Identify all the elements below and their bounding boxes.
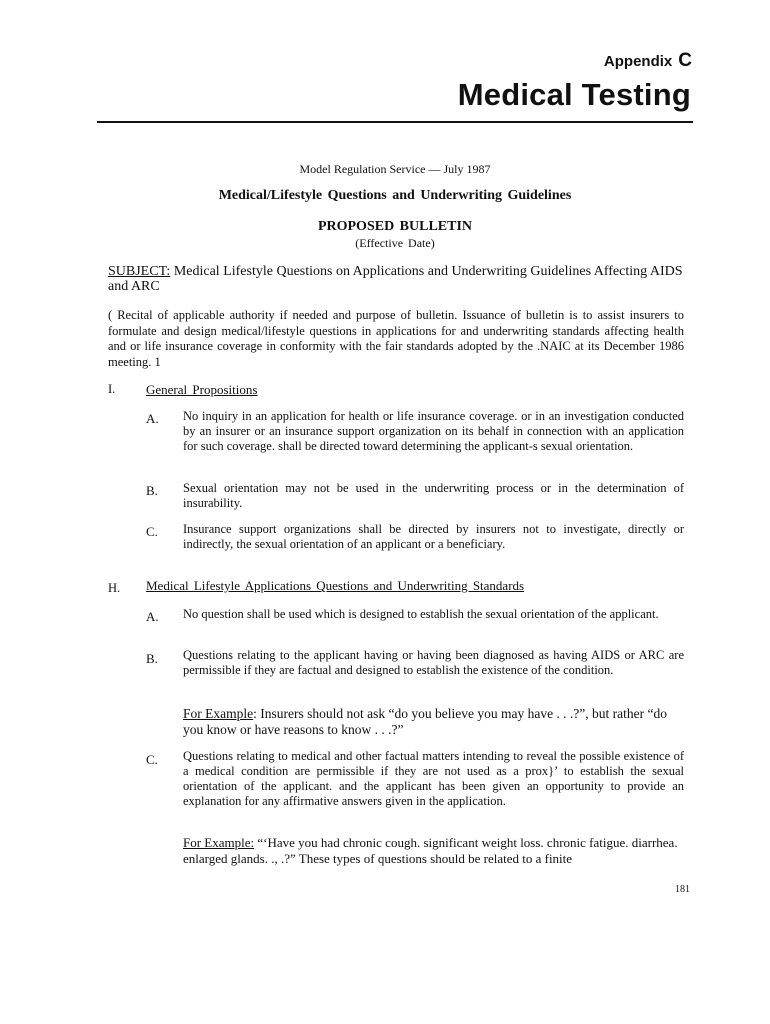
example-b-label: For Example (183, 706, 254, 721)
bulletin-title: PROPOSED BULLETIN (317, 219, 473, 234)
section-2-item-c-text: Questions relating to medical and other factual matters intending to reveal the possible existence of a medical condition are permissible if they are not used as a prox}’ to establish the sexual orientation of the applicant. and the applicant has been given an opportunity to provide an explanation for any affirmative answers given in the application. (183, 749, 684, 808)
effective-date: (Effective Date) (355, 236, 435, 250)
appendix-letter: C (678, 50, 692, 71)
section-1-item-a-letter: A. (146, 411, 159, 426)
section-2-example-b (183, 706, 684, 737)
section-1-numeral: I. (108, 382, 116, 396)
section-1-item-c-letter: C. (146, 524, 158, 539)
appendix-word: Appendix (603, 53, 673, 70)
example-c-text: “‘Have you had chronic cough. significant weight loss. chronic fatigue. diarrhea. enlarged glands. ., .?” These types of questions should be related to a finite (183, 835, 678, 866)
service-line: Model Regulation Service — July 1987 (299, 162, 491, 176)
section-1-item-c-text: Insurance support organizations shall be directed by insurers not to investigate, directly or indirectly, the sexual orientation of an applicant or a beneficiary. (183, 522, 684, 551)
example-b-text: : Insurers should not ask “do you believe you may have . . .?”, but rather “do you know or have reasons to know . . .?” (183, 706, 668, 737)
subject-label: SUBJECT: (108, 264, 171, 279)
section-2-item-a-letter: A. (146, 609, 159, 624)
subject-line (108, 264, 688, 294)
document-heading: Medical/Lifestyle Questions and Underwriting Guidelines (218, 188, 572, 203)
section-2-example-c (183, 835, 684, 866)
section-1-item-b-text: Sexual orientation may not be used in the underwriting process or in the determination of insurability. (183, 481, 684, 510)
section-1-item-a-text: No inquiry in an application for health or life insurance coverage. or in an investigation conducted by an insurer or an insurance support organization on its behalf in connection with an application for such coverage. shall be directed toward determining the applicant-s sexual orientation. (183, 409, 684, 453)
page-number: 181 (675, 884, 690, 895)
recital-paragraph: ( Recital of applicable authority if needed and purpose of bulletin. Issuance of bulletin is to assist insurers to formulate and design medical/lifestyle questions in applications for and underwriting standards affecting health and or life insurance coverage in conformity with the fair standards adopted by the .NAIC at its December 1986 meeting. 1 (108, 308, 684, 369)
section-2-item-b-text: Questions relating to the applicant having or having been diagnosed as having AIDS or ARC are permissible if they are factual and designed to establish the existence of the condition. (183, 648, 684, 677)
section-2-item-b-letter: B. (146, 651, 158, 666)
section-2-item-c-letter: C. (146, 752, 158, 767)
page-title: Medical Testing (457, 77, 691, 112)
appendix-label (604, 50, 692, 72)
example-c-label: For Example: (183, 835, 255, 850)
subject-text: Medical Lifestyle Questions on Applications and Underwriting Guidelines Affecting AIDS and ARC (108, 264, 683, 294)
section-2-item-a-text: No question shall be used which is designed to establish the sexual orientation of the applicant. (183, 607, 659, 621)
section-1-item-b-letter: B. (146, 483, 158, 498)
section-2-title: Medical Lifestyle Applications Questions and Underwriting Standards (146, 578, 525, 593)
title-rule (97, 121, 693, 123)
section-1-title: General Propositions (146, 382, 258, 397)
section-2-numeral: H. (108, 581, 121, 595)
